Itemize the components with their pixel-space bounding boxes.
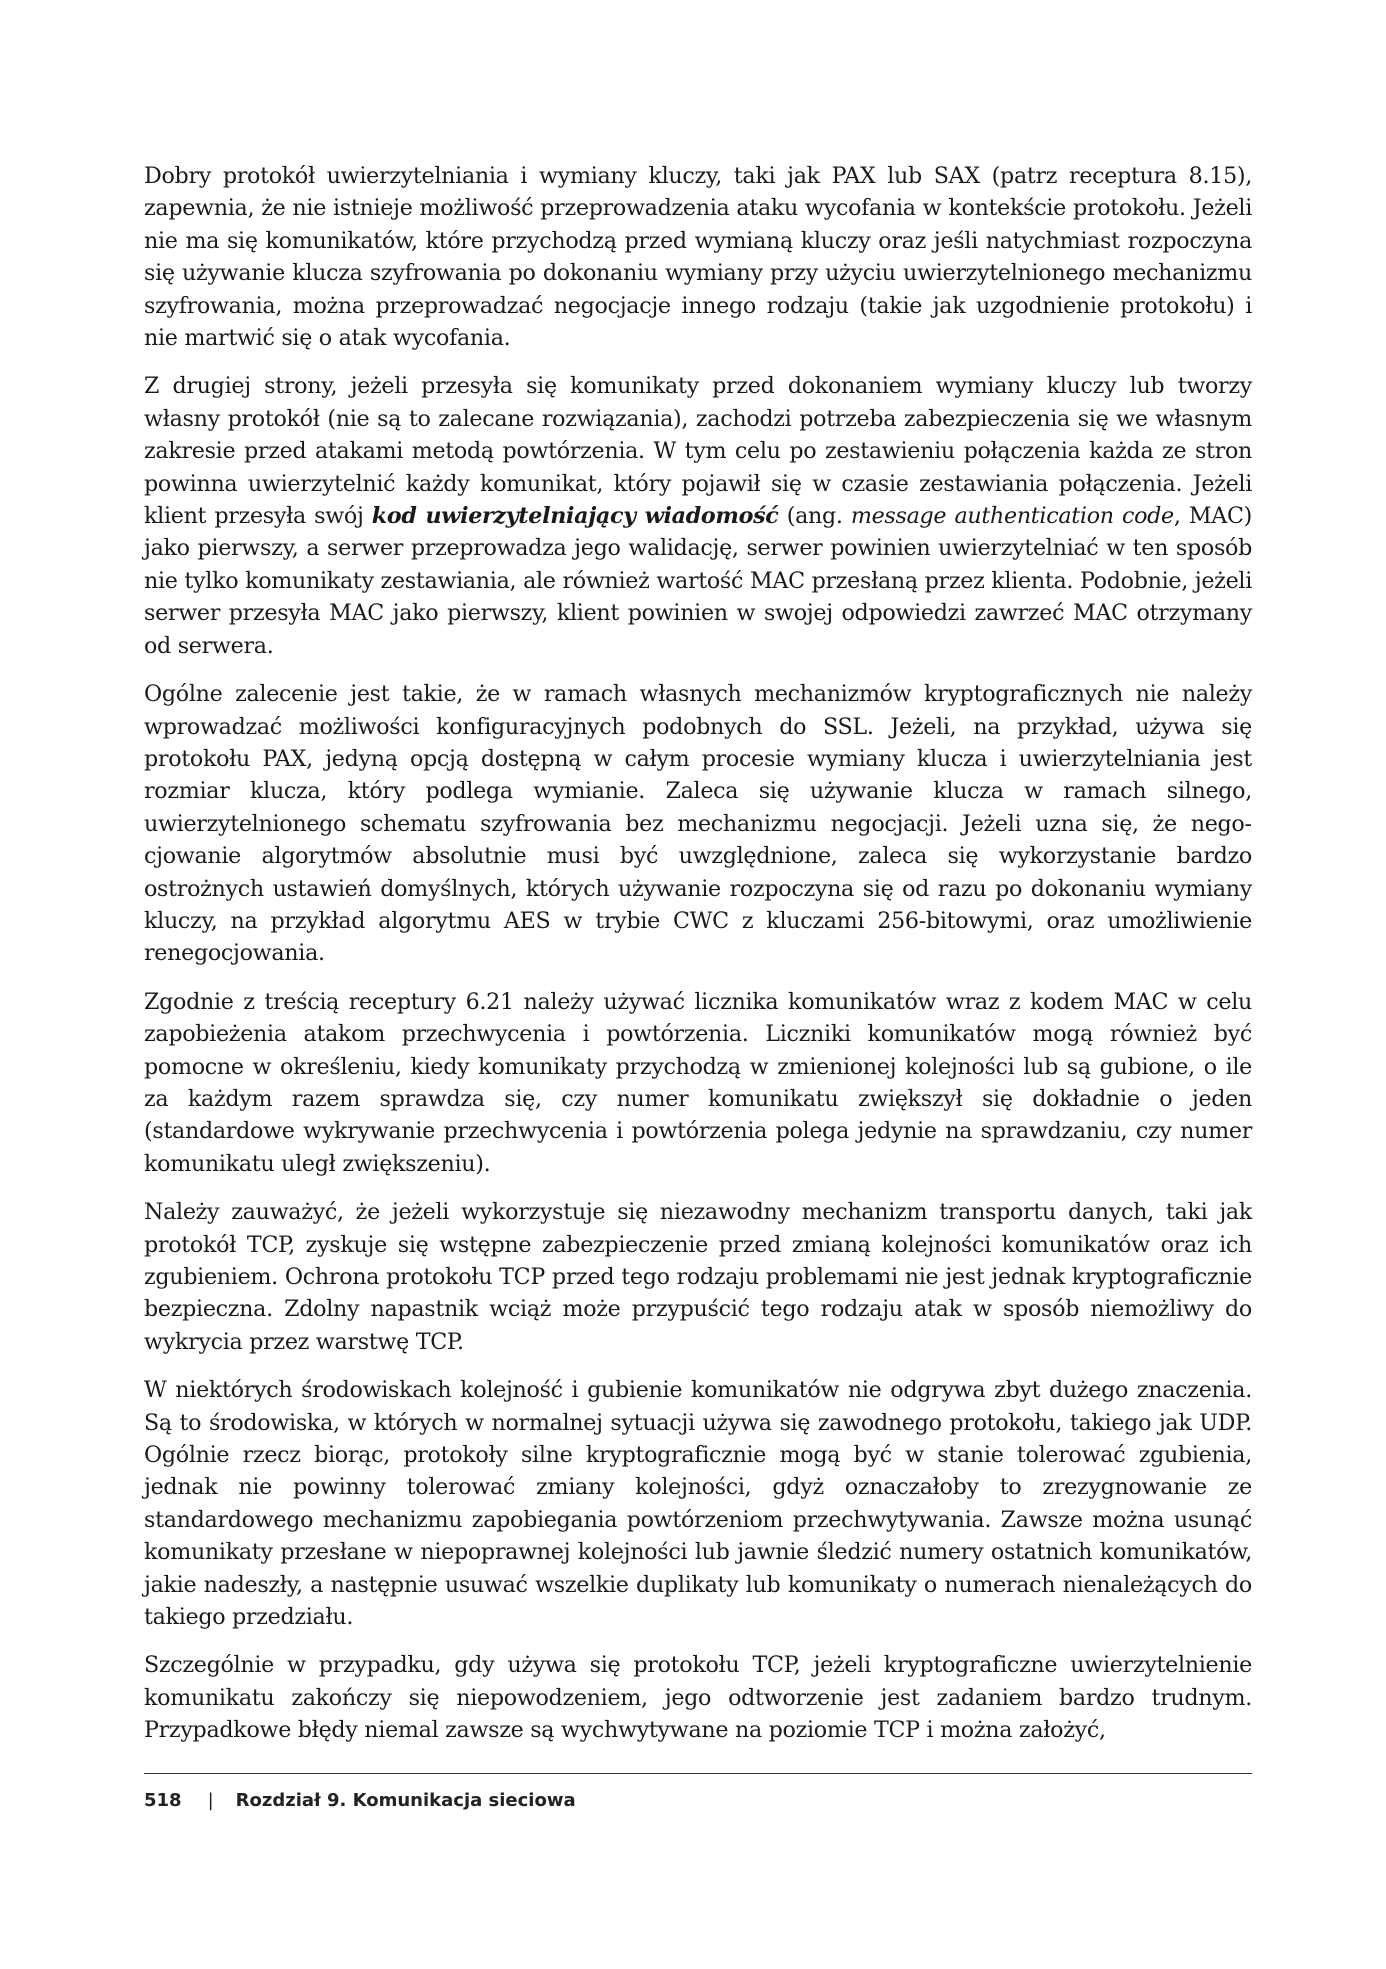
paragraph-4: Zgodnie z treścią receptury 6.21 należy używać licznika komunikatów wraz z kodem MAC w celu zapobieżenia atakom przechwycenia i powtórzenia. Liczniki komunikatów mogą również być pomocne w określeniu, kiedy komunikaty przychodzą w zmienionej kolejności lub są gubione, o ile za każdym razem sprawdza się, czy numer komunikatu zwiększył się dokładnie o jeden (standardowe wykrywanie przechwycenia i powtórzenia polega jedynie na sprawdzaniu, czy numer komunikatu uległ zwiększeniu).	[144, 988, 1252, 1177]
paragraph-6: W niektórych środowiskach kolejność i gubienie komunikatów nie odgrywa zbyt dużego znaczenia. Są to środowiska, w których w normalnej sytuacji używa się zawodnego protokołu, takiego jak UDP. Ogólnie rzecz biorąc, protokoły silne kryptograficznie mogą być w stanie tolerować zgubienia, jednak nie powinny tolerować zmiany kolejności, gdyż oznaczałoby to zrezygnowanie ze standardowego mechanizmu zapobiegania powtórzeniom przechwytywania. Zawsze można usunąć komunikaty przesłane w niepoprawnej kolejności lub jawnie śledzić numery ostatnich komunikatów, jakie nadeszły, a następnie usuwać wszelkie duplikaty lub komunikaty o numerach nienależących do takiego przedziału.	[144, 1377, 1252, 1631]
paragraph-7: Szczególnie w przypadku, gdy używa się protokołu TCP, jeżeli kryptograficzne uwierzytelnienie komunikatu zakończy się niepowodzeniem, jego odtworzenie jest zadaniem bardzo trudnym. Przypadkowe błędy niemal zawsze są wychwytywane na poziomie TCP i można założyć,	[144, 1652, 1252, 1744]
page-number: 518	[144, 1790, 182, 1811]
foreign-term: message authentication code	[850, 503, 1174, 530]
footer-separator: |	[207, 1790, 214, 1811]
paragraph-5: Należy zauważyć, że jeżeli wykorzystuje się niezawodny mechanizm transportu danych, taki jak protokół TCP, zyskuje się wstępne zabezpieczenie przed zmianą kolejności komunikatów oraz ich zgubieniem. Ochrona protokołu TCP przed tego rodzaju problemami nie jest jednak kryptograficznie bezpieczna. Zdolny napastnik wciąż może przypuścić tego rodzaju atak w sposób niemożliwy do wykrycia przez warstwę TCP.	[144, 1199, 1252, 1355]
footer-divider	[144, 1773, 1252, 1774]
paragraph-1: Dobry protokół uwierzytelniania i wymiany kluczy, taki jak PAX lub SAX (patrz receptura 8.15), zapewnia, że nie istnieje możliwość przeprowadzenia ataku wycofania w kontekście protokołu. Jeżeli nie ma się komunikatów, które przychodzą przed wymianą kluczy oraz jeśli natychmiast rozpoczyna się używanie klucza szyfrowania po dokonaniu wymiany przy użyciu uwierzytelnionego mechanizmu szyfrowania, można przeprowadzać negocjacje innego rodzaju (takie jak uzgodnienie protokołu) i nie martwić się o atak wycofania.	[144, 163, 1252, 352]
term-mac: kod uwierzytelniający wiadomość	[371, 503, 779, 530]
paragraph-2-part-a: Z drugiej strony, jeżeli przesyła się komunikaty przed dokonaniem wymiany kluczy lub tworzy własny protokół (nie są to zalecane rozwiązania), zachodzi potrzeba zabezpieczenia się we własnym zakresie przed atakami metodą powtórzenia. W tym celu po zestawieniu połączenia każda ze stron powinna uwierzytelnić każdy komunikat, który pojawił się w czasie zestawiania połączenia. Jeżeli klient przesyła swój	[144, 373, 1252, 530]
paragraph-2-part-c: , MAC) jako pierwszy, a serwer przeprowadza jego walidację, serwer powinien uwierzytelniać w ten sposób nie tylko komunikaty zestawiania, ale również wartość MAC przesłaną przez klienta. Podobnie, jeżeli serwer przesyła MAC jako pierwszy, klient powinien w swojej odpowiedzi zawrzeć MAC otrzymany od serwera.	[144, 503, 1253, 659]
paragraph-3: Ogólne zalecenie jest takie, że w ramach własnych mechanizmów kryptograficznych nie należy wprowadzać możliwości konfiguracyjnych podobnych do SSL. Jeżeli, na przykład, używa się protokołu PAX, jedyną opcją dostępną w całym procesie wymiany klucza i uwierzytelniania jest rozmiar klucza, który podlega wymianie. Zaleca się używanie klucza w ramach silnego, uwierzytelnionego schematu szyfrowania bez mechanizmu negocjacji. Jeżeli uzna się, że negocjowanie algorytmów absolutnie musi być uwzględnione, zaleca się wykorzystanie bardzo ostrożnych ustawień domyślnych, których używanie rozpoczyna się od razu po dokonaniu wymiany kluczy, na przykład algorytmu AES w trybie CWC z kluczami 256-bitowymi, oraz umożliwienie renegocjowania.	[144, 681, 1252, 967]
paragraph-2-part-b: (ang.	[778, 503, 851, 530]
page-footer	[144, 1790, 576, 1811]
paragraph-2	[144, 370, 1252, 662]
body-text	[144, 160, 1252, 1763]
chapter-title: Rozdział 9. Komunikacja sieciowa	[235, 1790, 576, 1811]
